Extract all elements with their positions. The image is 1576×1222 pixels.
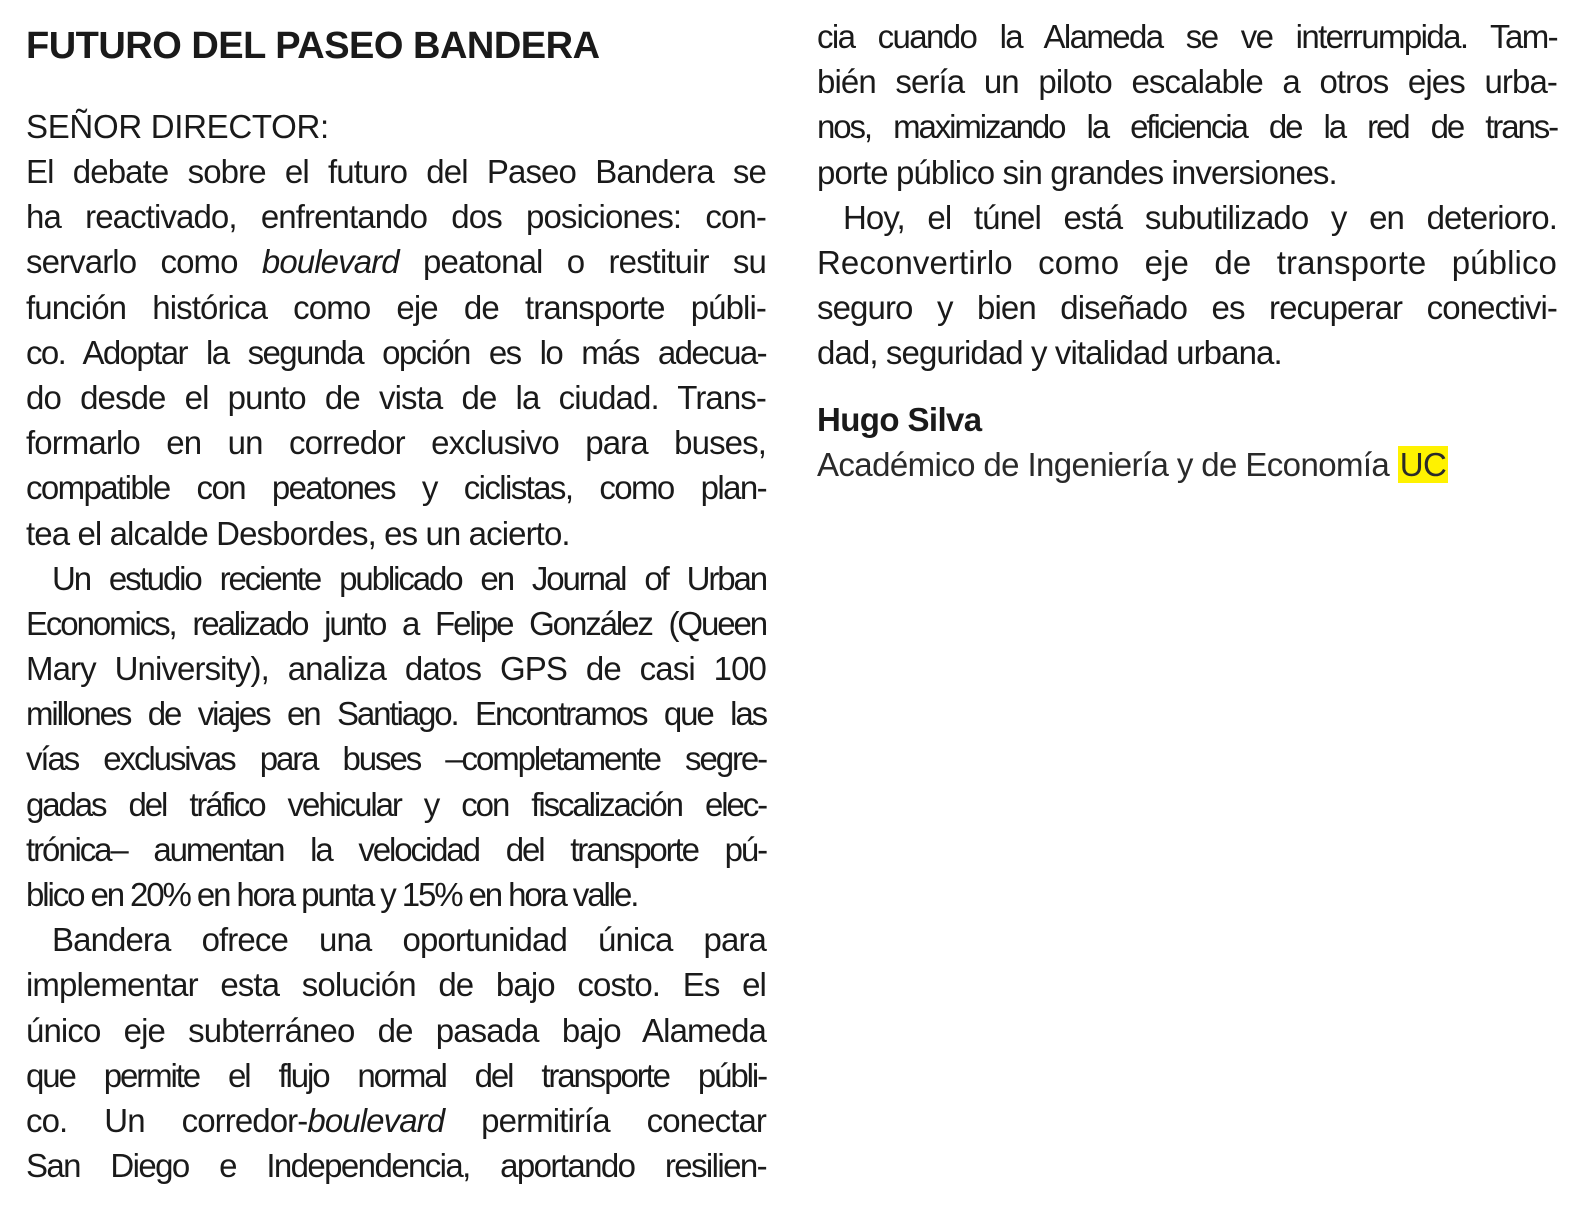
text-line: nos, maximizando la eficiencia de la red de trans- xyxy=(817,108,1557,146)
right-column-body xyxy=(817,14,1557,376)
text-line: vías exclusivas para buses –completamente segre- xyxy=(26,740,766,778)
text-line: bién sería un piloto escalable a otros ejes urba- xyxy=(817,63,1557,101)
letter-title: FUTURO DEL PASEO BANDERA xyxy=(26,25,600,67)
text-line: seguro y bien diseñado es recuperar conectivi- xyxy=(817,289,1557,327)
text-line: Mary University), analiza datos GPS de casi 100 xyxy=(26,650,766,688)
text-line: Bandera ofrece una oportunidad única para xyxy=(52,921,766,959)
text-line: Hoy, el túnel está subutilizado y en deterioro. xyxy=(843,198,1557,236)
text-line: co. Un corredor-boulevard permitiría conectar xyxy=(26,1101,767,1139)
text-line: co. Adoptar la segunda opción es lo más adecua- xyxy=(26,333,766,371)
text-line: tea el alcalde Desbordes, es un acierto. xyxy=(26,514,570,552)
text-line: compatible con peatones y ciclistas, como plan- xyxy=(26,469,766,507)
affiliation-text: Académico de Ingeniería y de Economía xyxy=(817,446,1398,483)
text-line: formarlo en un corredor exclusivo para buses, xyxy=(26,424,766,462)
author-name: Hugo Silva xyxy=(817,401,982,438)
text-line: servarlo como boulevard peatonal o restituir su xyxy=(26,243,766,281)
text-line: do desde el punto de vista de la ciudad. Trans- xyxy=(26,378,766,416)
text-line: ha reactivado, enfrentando dos posiciones: con- xyxy=(26,198,766,236)
italic-term: boulevard xyxy=(261,243,399,281)
left-column-body xyxy=(26,149,766,1188)
text-line: Reconvertirlo como eje de transporte público xyxy=(817,243,1557,281)
text-line: que permite el flujo normal del transporte públi- xyxy=(26,1056,766,1094)
text-line: blico en 20% en hora punta y 15% en hora valle. xyxy=(26,876,638,913)
text-line: trónica– aumentan la velocidad del transporte pú- xyxy=(26,830,766,868)
text-line: San Diego e Independencia, aportando resilien- xyxy=(26,1147,766,1185)
text-line: El debate sobre el futuro del Paseo Bandera se xyxy=(26,153,766,190)
text-line: millones de viajes en Santiago. Encontramos que las xyxy=(26,695,766,733)
text-line: único eje subterráneo de pasada bajo Alameda xyxy=(26,1011,766,1049)
text-line: implementar esta solución de bajo costo. Es el xyxy=(26,966,766,1004)
text-line: Economics, realizado junto a Felipe González (Queen xyxy=(26,604,766,642)
highlighted-university: UC xyxy=(1399,446,1447,483)
text-line: Un estudio reciente publicado en Journal of Urban xyxy=(52,559,766,597)
salutation: SEÑOR DIRECTOR: xyxy=(26,108,329,145)
author-affiliation xyxy=(817,442,1448,487)
text-line: dad, seguridad y vitalidad urbana. xyxy=(817,334,1282,372)
text-line: gadas del tráfico vehicular y con fiscalización elec- xyxy=(26,785,766,823)
text-line: función histórica como eje de transporte públi- xyxy=(26,288,766,326)
italic-term: boulevard xyxy=(307,1101,445,1139)
text-line: cia cuando la Alameda se ve interrumpida. Tam- xyxy=(817,18,1557,55)
text-line: porte público sin grandes inversiones. xyxy=(817,153,1337,191)
